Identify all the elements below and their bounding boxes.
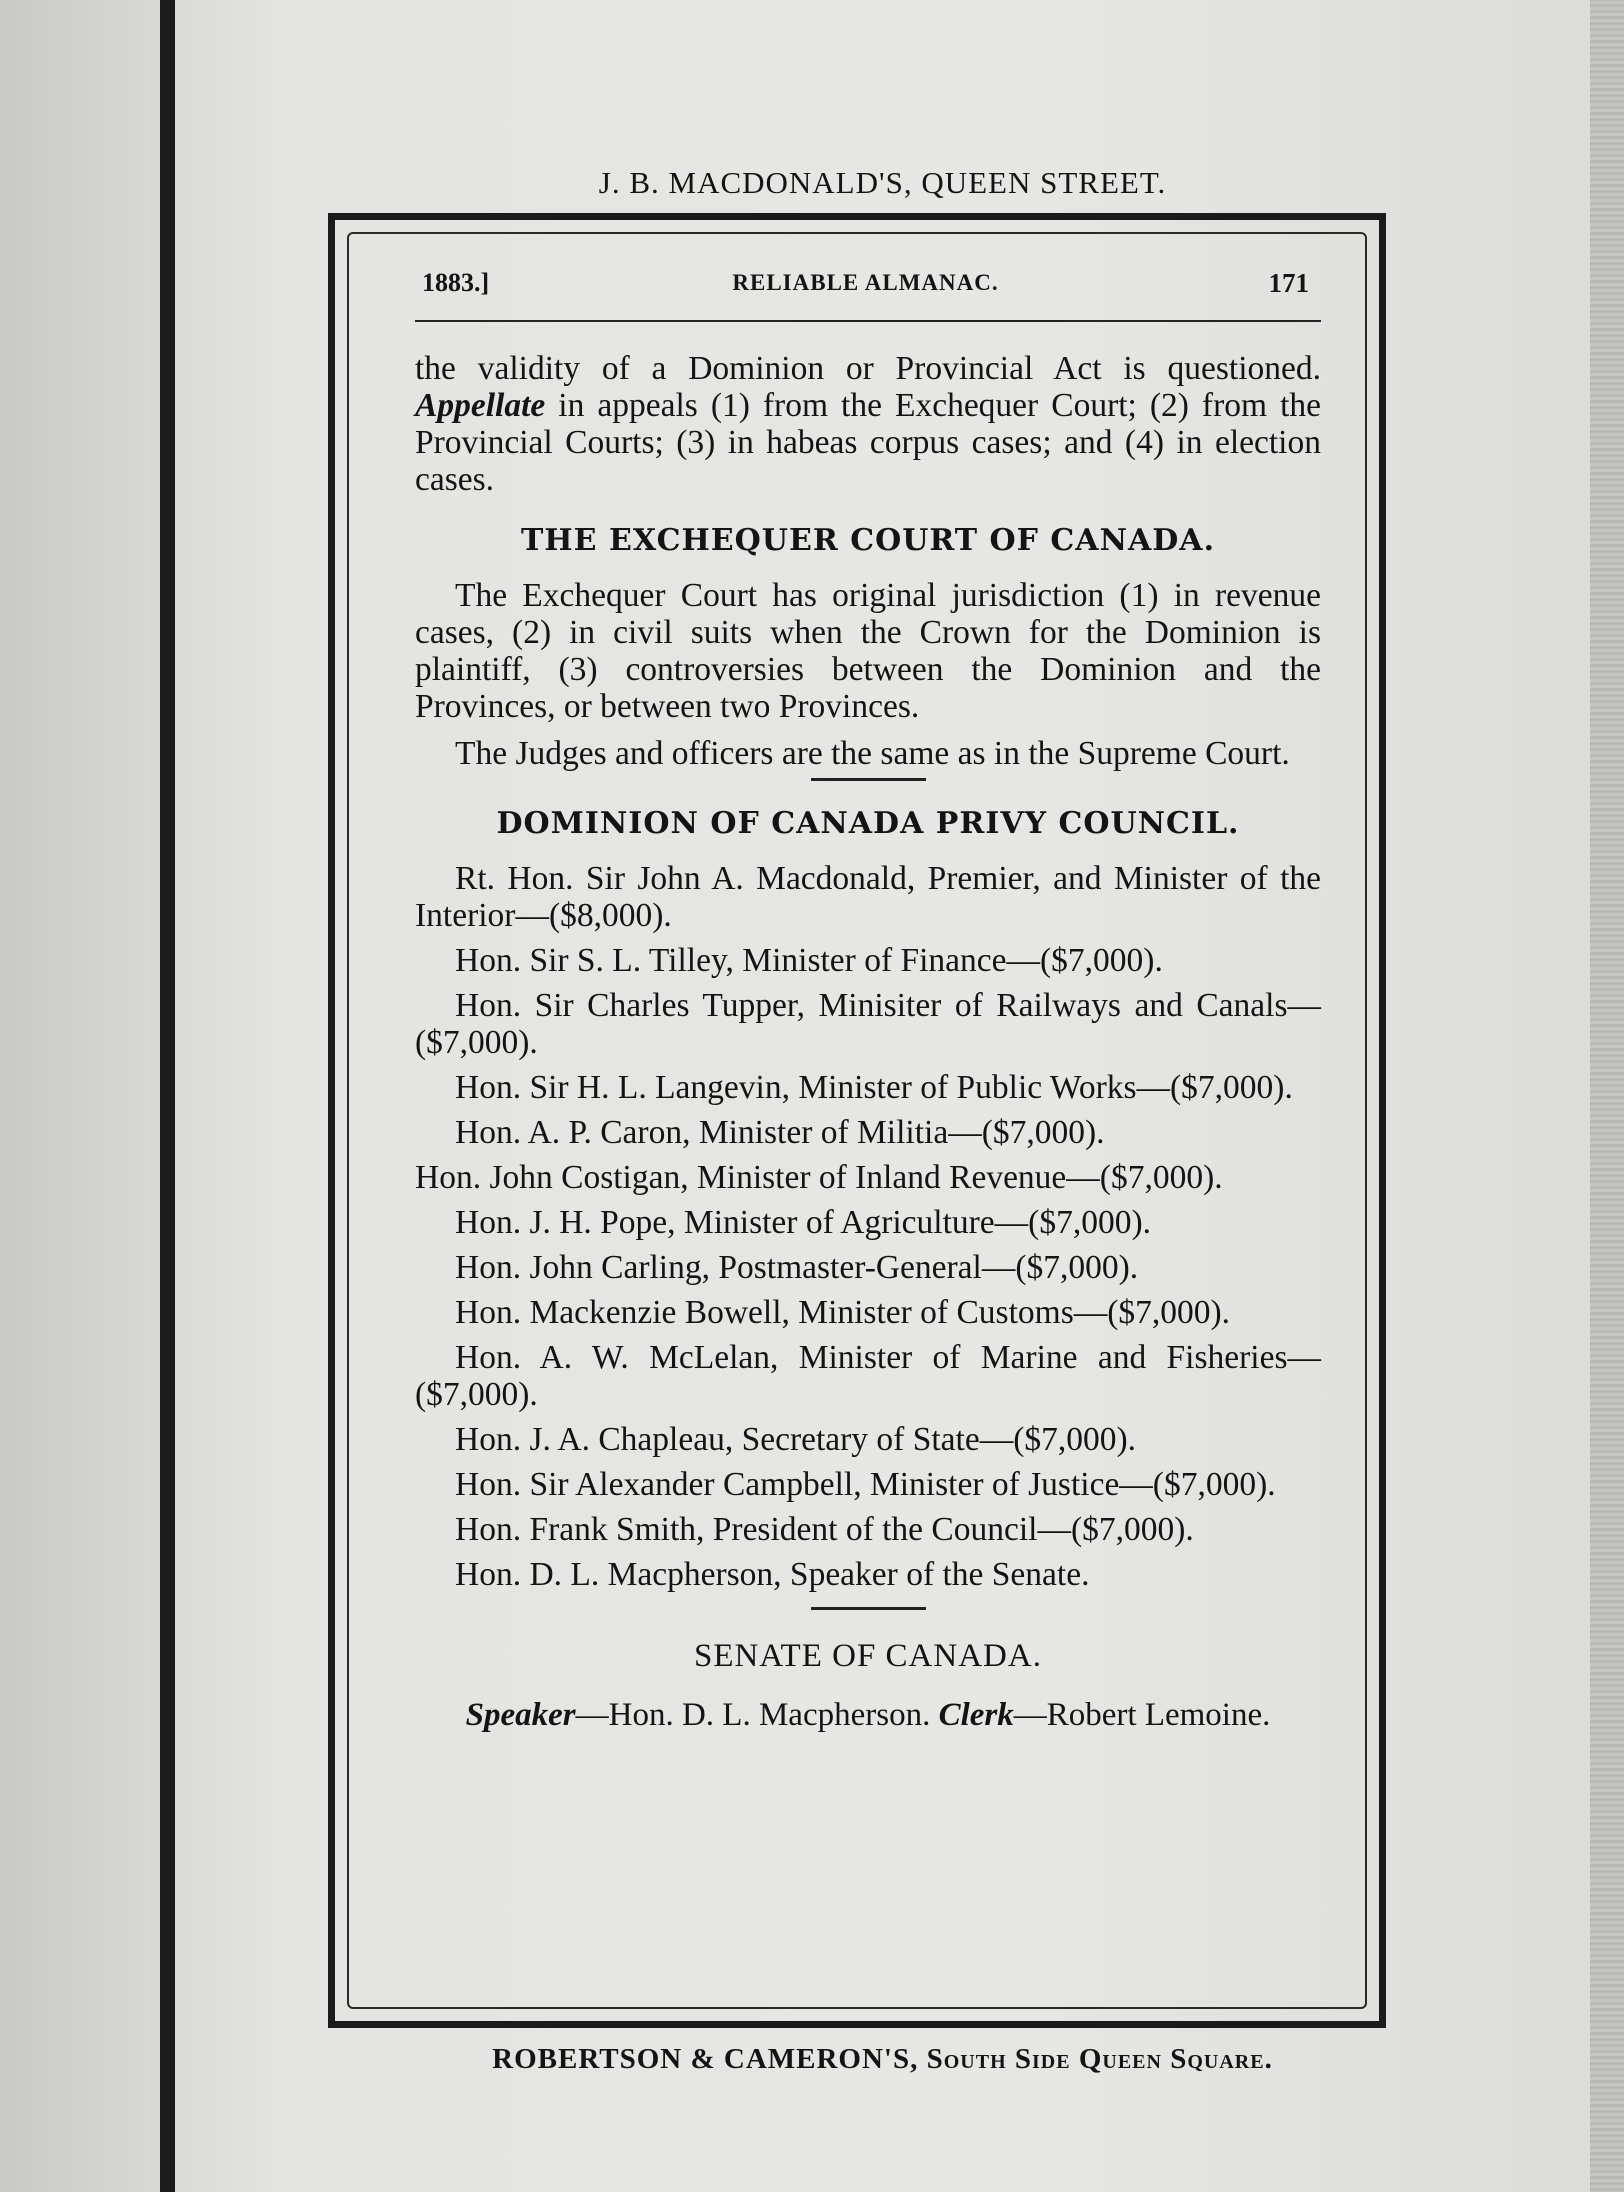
council-member: Hon. A. W. McLelan, Minister of Marine and Fisheries—($7,000).: [415, 1339, 1321, 1413]
page-header: [422, 268, 1309, 308]
page-stack-edge: [1590, 0, 1624, 2192]
council-member: Hon. D. L. Macpherson, Speaker of the Senate.: [455, 1556, 1090, 1593]
clerk-label: Clerk: [938, 1697, 1014, 1733]
council-member: Hon. Sir Charles Tupper, Minisiter of Railways and Canals—($7,000).: [415, 987, 1321, 1061]
appellate-term: Appellate: [415, 387, 546, 424]
clerk-value: —Robert Lemoine.: [1013, 1697, 1271, 1733]
header-rule: [415, 320, 1321, 322]
exchequer-paragraph-1: The Exchequer Court has original jurisdiction (1) in revenue cases, (2) in civil suits when the Crown for the Dominion is plaintiff, (3) controversies between the Dominion and the Provinces, or between two Provinces.: [415, 577, 1321, 725]
senate-heading: SENATE OF CANADA.: [694, 1638, 1042, 1674]
section-divider: [811, 778, 926, 781]
page-content: [415, 350, 1321, 1734]
council-member: Hon. J. A. Chapleau, Secretary of State—($7,000).: [455, 1421, 1137, 1458]
council-member: Hon. John Costigan, Minister of Inland Revenue—($7,000).: [415, 1159, 1223, 1196]
senate-officers: [415, 1697, 1321, 1734]
opening-text-2: in appeals (1) from the Exchequer Court; (2) from the Provincial Courts; (3) in habeas corpus cases; and (4) in election cases.: [415, 387, 1321, 498]
footer-advertisement: ROBERTSON & CAMERON'S, South Side Queen Square.: [492, 2043, 1273, 2075]
exchequer-paragraph-2: The Judges and officers are the same as in the Supreme Court.: [455, 735, 1290, 772]
council-member: Hon. J. H. Pope, Minister of Agriculture—($7,000).: [455, 1204, 1151, 1241]
book-spine: [160, 0, 175, 2192]
header-year: 1883.]: [422, 268, 490, 297]
facing-page-edge: [0, 0, 160, 2192]
page-number: 171: [1268, 268, 1309, 298]
section-divider: [811, 1607, 926, 1610]
council-member: Hon. A. P. Caron, Minister of Militia—($7,000).: [455, 1114, 1105, 1151]
opening-text-1: the validity of a Dominion or Provincial Act is questioned.: [415, 350, 1321, 387]
decorative-frame: [328, 213, 1386, 2028]
speaker-value: —Hon. D. L. Macpherson.: [575, 1697, 939, 1733]
council-member: Hon. Frank Smith, President of the Council—($7,000).: [455, 1511, 1194, 1548]
council-member: Hon. Mackenzie Bowell, Minister of Customs—($7,000).: [455, 1294, 1231, 1331]
exchequer-heading: THE EXCHEQUER COURT OF CANADA.: [520, 523, 1216, 558]
council-member: Hon. Sir S. L. Tilley, Minister of Finance—($7,000).: [455, 942, 1163, 979]
header-title: RELIABLE ALMANAC.: [732, 270, 999, 295]
council-member: Rt. Hon. Sir John A. Macdonald, Premier, and Minister of the Interior—($8,000).: [415, 860, 1321, 934]
opening-paragraph: [415, 350, 1321, 498]
privy-council-list: [415, 860, 1321, 1593]
speaker-label: Speaker: [465, 1697, 576, 1733]
council-member: Hon. John Carling, Postmaster-General—($7,000).: [455, 1249, 1139, 1286]
council-member: Hon. Sir Alexander Campbell, Minister of Justice—($7,000).: [455, 1466, 1276, 1503]
running-head: J. B. MACDONALD'S, QUEEN STREET.: [598, 165, 1167, 200]
privy-council-heading: DOMINION OF CANADA PRIVY COUNCIL.: [496, 806, 1240, 841]
council-member: Hon. Sir H. L. Langevin, Minister of Public Works—($7,000).: [455, 1069, 1293, 1106]
